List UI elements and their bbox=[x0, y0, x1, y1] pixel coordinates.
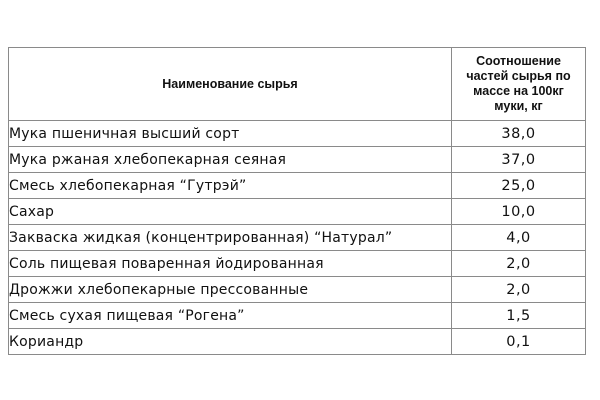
ingredient-mass: 1,5 bbox=[452, 303, 586, 329]
table-header-row bbox=[9, 48, 586, 121]
table-row bbox=[9, 303, 586, 329]
table-row bbox=[9, 121, 586, 147]
ingredient-name: Закваска жидкая (концентрированная) “Натурал” bbox=[9, 225, 452, 251]
header-mass-ratio-line: частей сырья по bbox=[466, 69, 571, 83]
ingredient-name: Мука пшеничная высший сорт bbox=[9, 121, 452, 147]
ingredient-mass: 0,1 bbox=[452, 329, 586, 355]
table-row bbox=[9, 277, 586, 303]
ingredient-name: Сахар bbox=[9, 199, 452, 225]
ingredient-name: Соль пищевая поваренная йодированная bbox=[9, 251, 452, 277]
table-row bbox=[9, 251, 586, 277]
ingredients-table bbox=[8, 47, 586, 355]
ingredient-mass: 10,0 bbox=[452, 199, 586, 225]
table-row bbox=[9, 225, 586, 251]
header-ingredient-name: Наименование сырья bbox=[9, 48, 452, 121]
table-row bbox=[9, 199, 586, 225]
ingredient-name: Кориандр bbox=[9, 329, 452, 355]
table-row bbox=[9, 329, 586, 355]
table-row bbox=[9, 147, 586, 173]
ingredient-name: Смесь хлебопекарная “Гутрэй” bbox=[9, 173, 452, 199]
header-mass-ratio-line: массе на 100кг bbox=[473, 84, 564, 98]
header-mass-ratio-line: муки, кг bbox=[494, 99, 543, 113]
ingredient-mass: 2,0 bbox=[452, 277, 586, 303]
ingredient-mass: 38,0 bbox=[452, 121, 586, 147]
table-row bbox=[9, 173, 586, 199]
ingredient-name: Дрожжи хлебопекарные прессованные bbox=[9, 277, 452, 303]
header-mass-ratio-line: Соотношение bbox=[476, 54, 561, 68]
ingredient-mass: 25,0 bbox=[452, 173, 586, 199]
ingredient-mass: 4,0 bbox=[452, 225, 586, 251]
ingredient-mass: 2,0 bbox=[452, 251, 586, 277]
ingredient-mass: 37,0 bbox=[452, 147, 586, 173]
ingredient-name: Мука ржаная хлебопекарная сеяная bbox=[9, 147, 452, 173]
header-mass-ratio bbox=[452, 48, 586, 121]
ingredient-name: Смесь сухая пищевая “Рогена” bbox=[9, 303, 452, 329]
